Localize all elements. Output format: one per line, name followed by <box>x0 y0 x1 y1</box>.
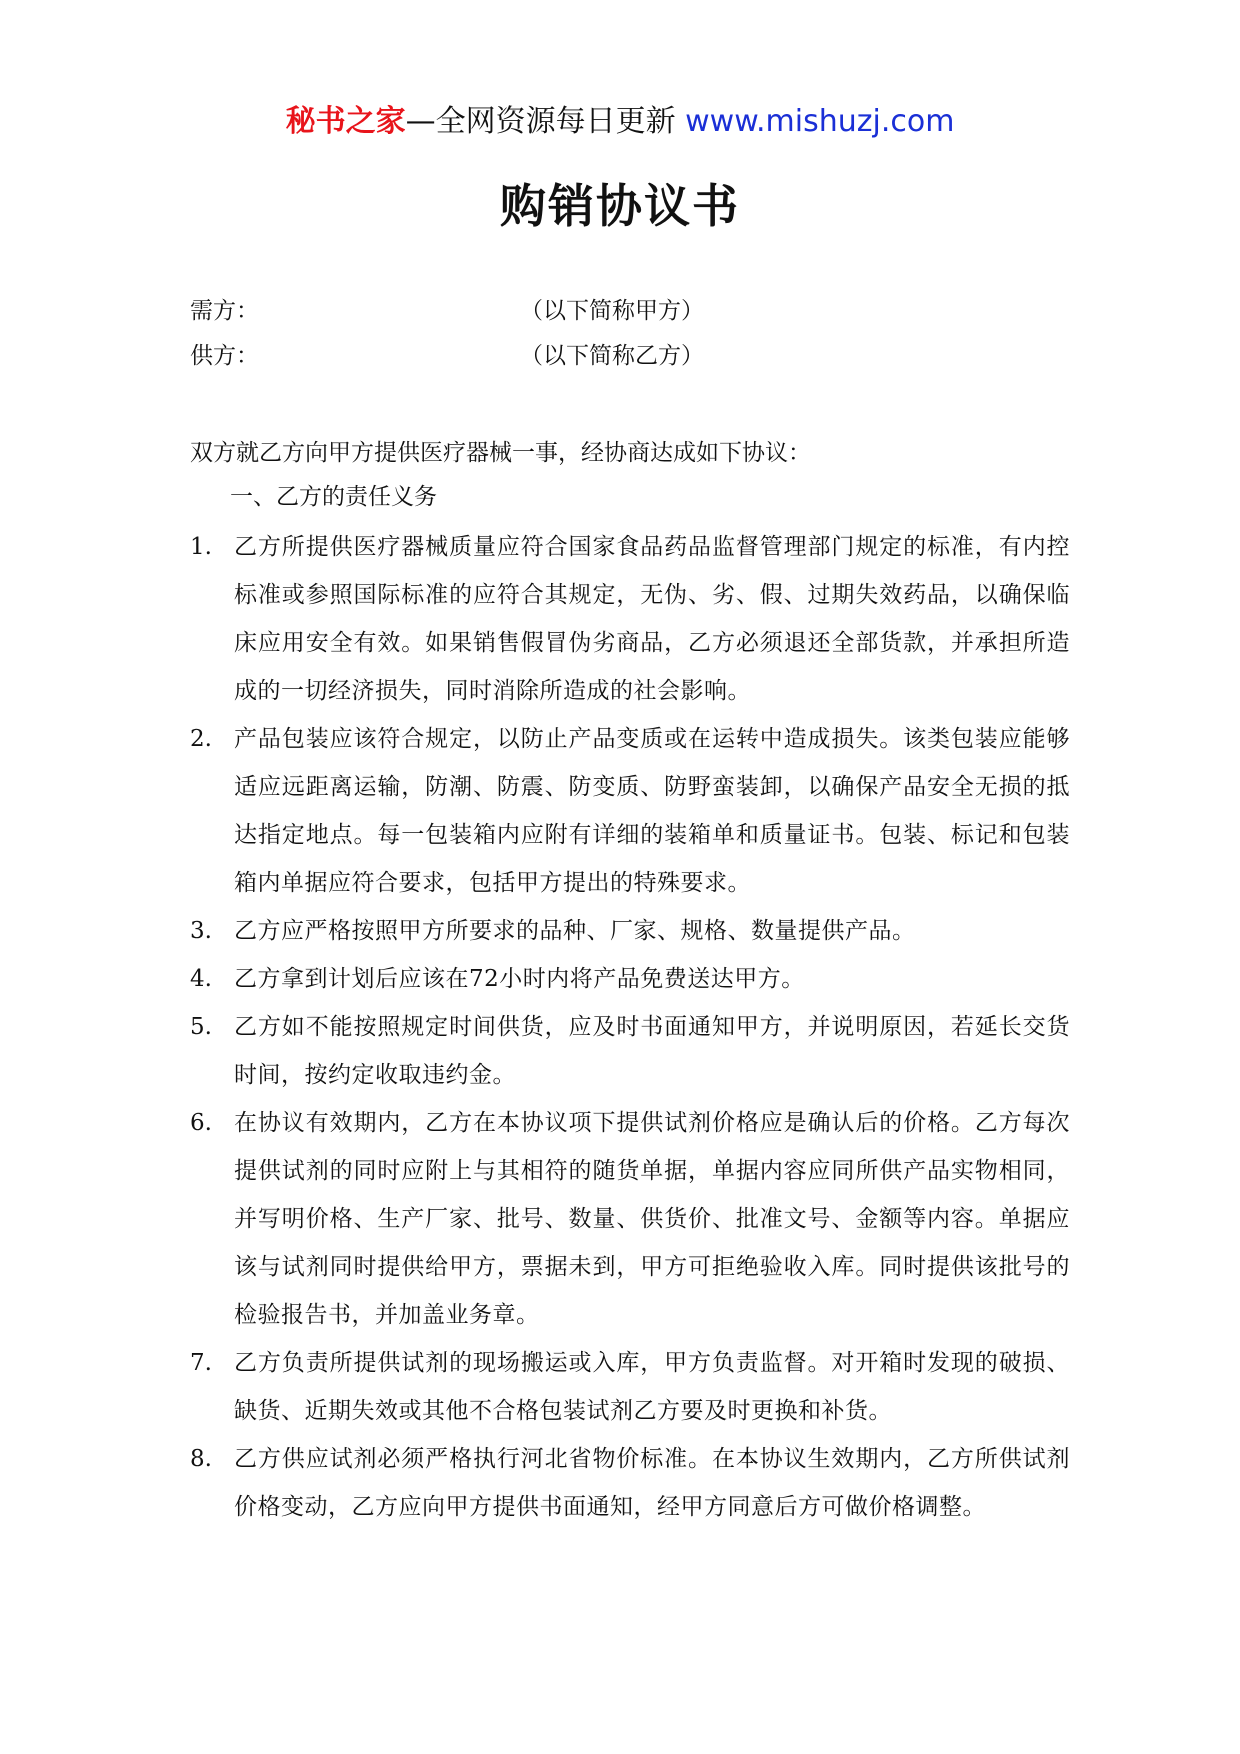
clause-text: 乙方供应试剂必须严格执行河北省物价标准。在本协议生效期内，乙方所供试剂价格变动，乙方应向甲方提供书面通知，经甲方同意后方可做价格调整。 <box>234 1446 1070 1520</box>
intro-paragraph: 双方就乙方向甲方提供医疗器械一事，经协商达成如下协议： <box>190 440 811 466</box>
clause-text: 乙方负责所提供试剂的现场搬运或入库，甲方负责监督。对开箱时发现的破损、缺货、近期失效或其他不合格包装试剂乙方要及时更换和补货。 <box>234 1350 1070 1424</box>
clause-item <box>190 1099 1070 1339</box>
supply-party-line <box>190 341 704 371</box>
clause-number: 5. <box>190 1014 212 1040</box>
document-title: 购销协议书 <box>500 179 740 233</box>
clause-text: 在协议有效期内，乙方在本协议项下提供试剂价格应是确认后的价格。乙方每次提供试剂的同时应附上与其相符的随货单据，单据内容应同所供产品实物相同，并写明价格、生产厂家、批号、数量、供货价、批准文号、金额等内容。单据应该与试剂同时提供给甲方，票据未到，甲方可拒绝验收入库。同时提供该批号的检验报告书，并加盖业务章。 <box>234 1110 1070 1328</box>
clause-text: 产品包装应该符合规定，以防止产品变质或在运转中造成损失。该类包装应能够适应远距离运输，防潮、防震、防变质、防野蛮装卸，以确保产品安全无损的抵达指定地点。每一包装箱内应附有详细的装箱单和质量证书。包装、标记和包装箱内单据应符合要求，包括甲方提出的特殊要求。 <box>234 726 1070 896</box>
banner-url: www.mishuzj.com <box>685 104 955 139</box>
site-banner <box>0 102 1240 142</box>
clause-text: 乙方应严格按照甲方所要求的品种、厂家、规格、数量提供产品。 <box>234 918 916 944</box>
clause-number: 1. <box>190 534 212 560</box>
clause-number: 3. <box>190 918 212 944</box>
demand-label: 需方： <box>190 298 259 324</box>
clause-item <box>190 715 1070 907</box>
clause-number: 2. <box>190 726 212 752</box>
clause-list <box>190 523 1070 1531</box>
clause-number: 6. <box>190 1110 212 1136</box>
clause-number: 4. <box>190 966 212 992</box>
supply-label: 供方： <box>190 343 259 369</box>
clause-item <box>190 955 1070 1003</box>
demand-party-line <box>190 296 704 326</box>
clause-text: 乙方如不能按照规定时间供货，应及时书面通知甲方，并说明原因，若延长交货时间，按约定收取违约金。 <box>234 1014 1070 1088</box>
banner-brand: 秘书之家 <box>285 104 406 139</box>
clause-item <box>190 1435 1070 1531</box>
clause-text: 乙方所提供医疗器械质量应符合国家食品药品监督管理部门规定的标准，有内控标准或参照国际标准的应符合其规定，无伪、劣、假、过期失效药品，以确保临床应用安全有效。如果销售假冒伪劣商品，乙方必须退还全部货款，并承担所造成的一切经济损失，同时消除所造成的社会影响。 <box>234 534 1070 704</box>
demand-note: （以下简称甲方） <box>520 298 704 324</box>
clause-item <box>190 523 1070 715</box>
section-heading: 一、乙方的责任义务 <box>230 484 437 510</box>
clause-text: 乙方拿到计划后应该在72小时内将产品免费送达甲方。 <box>234 966 805 992</box>
clause-number: 8. <box>190 1446 212 1472</box>
banner-slogan: —全网资源每日更新 <box>405 104 676 139</box>
clause-item <box>190 1339 1070 1435</box>
supply-note: （以下简称乙方） <box>520 343 704 369</box>
clause-number: 7. <box>190 1350 212 1376</box>
clause-item <box>190 907 1070 955</box>
clause-item <box>190 1003 1070 1099</box>
